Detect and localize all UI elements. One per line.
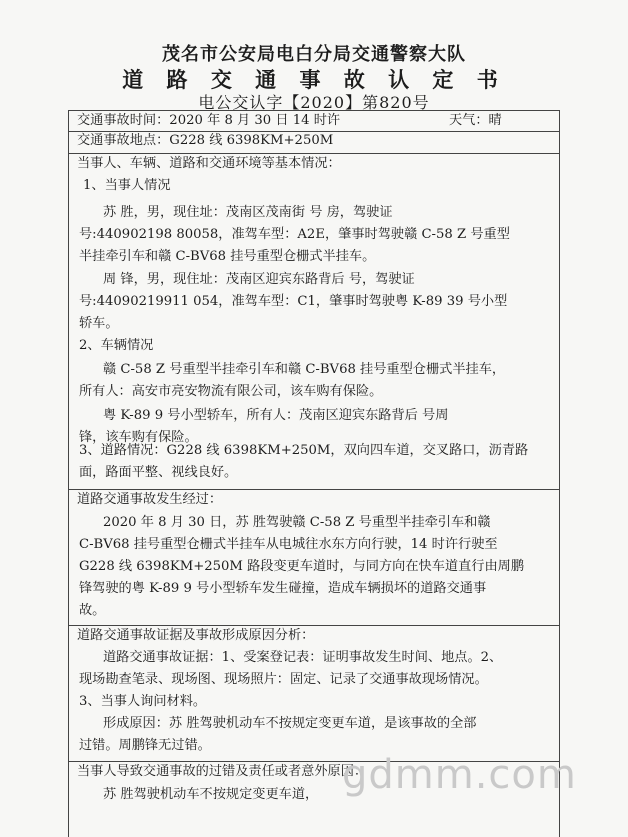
document-title: 道 路 交 通 事 故 认 定 书 bbox=[122, 67, 506, 92]
report-line: 苏 胜，男，现住址：茂南区茂南街 号 房，驾驶证 bbox=[103, 205, 393, 220]
watermark-text: gdmm.com bbox=[342, 752, 577, 798]
report-line: 周 锋，男，现住址：茂南区迎宾东路背后 号，驾驶证 bbox=[103, 272, 415, 287]
report-table bbox=[68, 110, 560, 837]
document-number: 电公交认字【2020】第820号 bbox=[198, 93, 430, 112]
report-line: 当事人、车辆、道路和交通环境等基本情况： bbox=[77, 156, 341, 171]
report-line: 道路交通事故证据：1、受案登记表：证明事故发生时间、地点。2、 bbox=[103, 650, 503, 665]
report-line: 轿车。 bbox=[79, 316, 119, 331]
report-line: 粤 K-89 9 号小型轿车，所有人：茂南区迎宾东路背后 号周 bbox=[103, 408, 449, 423]
report-line: 半挂牵引车和赣 C-BV68 挂号重型仓栅式半挂车。 bbox=[79, 249, 376, 264]
section-divider bbox=[69, 153, 559, 154]
report-line: 所有人：高安市亮安物流有限公司，该车购有保险。 bbox=[79, 384, 383, 399]
report-line: C-BV68 挂号重型仓栅式半挂车从电城往水东方向行驶，14 时许行驶至 bbox=[79, 537, 498, 552]
report-line: 锋，该车购有保险。 bbox=[79, 430, 198, 445]
report-line: 现场勘查笔录、现场图、现场照片：固定、记录了交通事故现场情况。 bbox=[79, 672, 488, 687]
report-line: 天气：晴 bbox=[449, 113, 502, 128]
section-divider bbox=[69, 489, 559, 490]
report-line: 2020 年 8 月 30 日，苏 胜驾驶赣 C-58 Z 号重型半挂牵引车和赣 bbox=[103, 515, 491, 530]
report-line: 当事人导致交通事故的过错及责任或者意外原因： bbox=[77, 764, 368, 779]
report-line: 过错。周鹏锋无过错。 bbox=[79, 738, 211, 753]
report-line: 赣 C-58 Z 号重型半挂牵引车和赣 C-BV68 挂号重型仓栅式半挂车， bbox=[103, 362, 506, 377]
report-line: 交通事故时间：2020 年 8 月 30 日 14 时许 bbox=[77, 113, 341, 128]
report-line: 号:44090219911 054，准驾车型：C1，肇事时驾驶粤 K-89 39 号小型 bbox=[79, 294, 508, 309]
report-line: 苏 胜驾驶机动车不按规定变更车道， bbox=[103, 787, 319, 802]
report-line: 2、车辆情况 bbox=[79, 338, 154, 353]
issuing-authority: 茂名市公安局电白分局交通警察大队 bbox=[162, 44, 466, 65]
report-line: 面，路面平整、视线良好。 bbox=[79, 465, 238, 480]
report-line: 3、道路情况：G228 线 6398KM+250M，双向四车道，交叉路口，沥青路 bbox=[79, 443, 529, 458]
report-line: 道路交通事故发生经过： bbox=[77, 492, 223, 507]
report-line: 1、当事人情况 bbox=[83, 178, 171, 193]
report-line: 号:440902198 80058，准驾车型：A2E，肇事时驾驶赣 C-58 Z 号重型 bbox=[79, 227, 510, 242]
report-line: G228 线 6398KM+250M 路段变更车道时，与同方向在快车道直行由周鹏 bbox=[79, 559, 525, 574]
report-line: 交通事故地点：G228 线 6398KM+250M bbox=[77, 133, 334, 148]
report-line: 形成原因：苏 胜驾驶机动车不按规定变更车道，是该事故的全部 bbox=[103, 716, 477, 731]
report-line: 故。 bbox=[79, 603, 106, 618]
report-line: 锋驾驶的粤 K-89 9 号小型轿车发生碰撞，造成车辆损坏的道路交通事 bbox=[79, 581, 487, 596]
report-line: 道路交通事故证据及事故形成原因分析： bbox=[77, 628, 315, 643]
report-line: 3、当事人询问材料。 bbox=[79, 694, 207, 709]
section-divider bbox=[69, 625, 559, 626]
